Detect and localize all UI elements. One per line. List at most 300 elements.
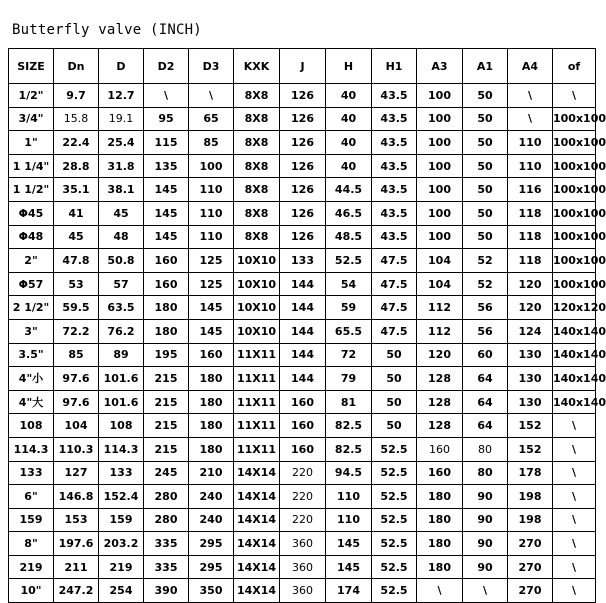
table-cell: 215 bbox=[144, 437, 189, 461]
size-cell: 1/2" bbox=[9, 84, 54, 108]
size-cell: 2" bbox=[9, 249, 54, 273]
table-cell: 152.4 bbox=[99, 485, 144, 509]
table-cell: 245 bbox=[144, 461, 189, 485]
table-cell: 14X14 bbox=[234, 555, 280, 579]
table-cell: 180 bbox=[189, 437, 234, 461]
table-row bbox=[9, 107, 596, 131]
table-cell: 52.5 bbox=[372, 437, 417, 461]
table-cell: 180 bbox=[189, 390, 234, 414]
table-cell: 90 bbox=[463, 485, 508, 509]
table-cell: \ bbox=[553, 461, 596, 485]
table-cell: 295 bbox=[189, 532, 234, 556]
table-cell: 104 bbox=[417, 249, 463, 273]
table-cell: 104 bbox=[417, 272, 463, 296]
table-row bbox=[9, 343, 596, 367]
table-cell: 120 bbox=[508, 296, 553, 320]
table-cell: 100 bbox=[417, 131, 463, 155]
size-cell: 159 bbox=[9, 508, 54, 532]
table-row bbox=[9, 319, 596, 343]
table-cell: 118 bbox=[508, 249, 553, 273]
table-cell: 254 bbox=[99, 579, 144, 603]
table-cell: 54 bbox=[326, 272, 372, 296]
table-cell: 46.5 bbox=[326, 201, 372, 225]
table-cell: 89 bbox=[99, 343, 144, 367]
table-cell: 85 bbox=[189, 131, 234, 155]
table-cell: 65.5 bbox=[326, 319, 372, 343]
table-cell: 31.8 bbox=[99, 154, 144, 178]
table-cell: 126 bbox=[280, 84, 326, 108]
table-cell: 195 bbox=[144, 343, 189, 367]
column-header: KXK bbox=[234, 49, 280, 84]
table-cell: 110 bbox=[189, 178, 234, 202]
table-cell: 64 bbox=[463, 414, 508, 438]
table-cell: 14X14 bbox=[234, 485, 280, 509]
table-cell: 82.5 bbox=[326, 437, 372, 461]
column-header: A3 bbox=[417, 49, 463, 84]
table-cell: 197.6 bbox=[54, 532, 99, 556]
table-cell: 144 bbox=[280, 319, 326, 343]
table-cell: 104 bbox=[54, 414, 99, 438]
column-header: D2 bbox=[144, 49, 189, 84]
table-cell: 360 bbox=[280, 532, 326, 556]
table-cell: 101.6 bbox=[99, 390, 144, 414]
table-cell: 45 bbox=[54, 225, 99, 249]
table-cell: 63.5 bbox=[99, 296, 144, 320]
table-cell: 118 bbox=[508, 225, 553, 249]
table-cell: 160 bbox=[144, 249, 189, 273]
table-cell: 101.6 bbox=[99, 367, 144, 391]
table-cell: 40 bbox=[326, 84, 372, 108]
table-cell: \ bbox=[553, 414, 596, 438]
size-cell: 1 1/4" bbox=[9, 154, 54, 178]
table-cell: 126 bbox=[280, 131, 326, 155]
table-cell: 14X14 bbox=[234, 579, 280, 603]
table-row bbox=[9, 178, 596, 202]
table-cell: 80 bbox=[463, 437, 508, 461]
table-cell: 270 bbox=[508, 579, 553, 603]
table-cell: 43.5 bbox=[372, 107, 417, 131]
table-cell: 15.8 bbox=[54, 107, 99, 131]
table-cell: 211 bbox=[54, 555, 99, 579]
table-cell: 50 bbox=[463, 201, 508, 225]
table-cell: 140x140 bbox=[553, 319, 596, 343]
table-row bbox=[9, 390, 596, 414]
table-cell: 120x120 bbox=[553, 296, 596, 320]
table-cell: 14X14 bbox=[234, 461, 280, 485]
table-cell: 160 bbox=[280, 390, 326, 414]
table-cell: 52.5 bbox=[372, 485, 417, 509]
table-cell: 144 bbox=[280, 367, 326, 391]
table-cell: 43.5 bbox=[372, 225, 417, 249]
table-cell: 79 bbox=[326, 367, 372, 391]
table-cell: 100x100 bbox=[553, 154, 596, 178]
table-cell: 48.5 bbox=[326, 225, 372, 249]
table-cell: 85 bbox=[54, 343, 99, 367]
table-cell: 110 bbox=[189, 201, 234, 225]
table-row bbox=[9, 367, 596, 391]
table-cell: 127 bbox=[54, 461, 99, 485]
size-cell: 1" bbox=[9, 131, 54, 155]
table-cell: 360 bbox=[280, 579, 326, 603]
table-cell: 100x100 bbox=[553, 272, 596, 296]
table-cell: \ bbox=[553, 508, 596, 532]
size-cell: 133 bbox=[9, 461, 54, 485]
table-cell: 52 bbox=[463, 249, 508, 273]
column-header: H1 bbox=[372, 49, 417, 84]
table-cell: 335 bbox=[144, 532, 189, 556]
table-cell: 38.1 bbox=[99, 178, 144, 202]
table-cell: 48 bbox=[99, 225, 144, 249]
table-cell: 43.5 bbox=[372, 154, 417, 178]
table-cell: 11X11 bbox=[234, 437, 280, 461]
table-cell: 52.5 bbox=[372, 532, 417, 556]
table-cell: 145 bbox=[144, 225, 189, 249]
table-cell: 126 bbox=[280, 178, 326, 202]
table-cell: 220 bbox=[280, 461, 326, 485]
table-row bbox=[9, 579, 596, 603]
table-cell: 219 bbox=[99, 555, 144, 579]
header-row bbox=[9, 49, 596, 84]
table-cell: 64 bbox=[463, 390, 508, 414]
table-cell: 80 bbox=[463, 461, 508, 485]
table-cell: 100 bbox=[417, 201, 463, 225]
table-cell: 100x100 bbox=[553, 107, 596, 131]
table-cell: 100x100 bbox=[553, 249, 596, 273]
table-cell: 110 bbox=[508, 154, 553, 178]
table-cell: 160 bbox=[417, 437, 463, 461]
table-cell: 82.5 bbox=[326, 414, 372, 438]
table-cell: 114.3 bbox=[99, 437, 144, 461]
table-cell: 144 bbox=[280, 296, 326, 320]
table-cell: 97.6 bbox=[54, 367, 99, 391]
specification-table bbox=[8, 48, 606, 603]
table-cell: 22.4 bbox=[54, 131, 99, 155]
table-cell: 215 bbox=[144, 367, 189, 391]
table-cell: \ bbox=[417, 579, 463, 603]
table-cell: 180 bbox=[144, 319, 189, 343]
table-cell: 160 bbox=[280, 437, 326, 461]
table-cell: 126 bbox=[280, 201, 326, 225]
table-cell: 125 bbox=[189, 249, 234, 273]
table-cell: 145 bbox=[326, 555, 372, 579]
table-cell: 100x100 bbox=[553, 201, 596, 225]
table-cell: 135 bbox=[144, 154, 189, 178]
column-header: J bbox=[280, 49, 326, 84]
table-cell: 81 bbox=[326, 390, 372, 414]
table-row bbox=[9, 414, 596, 438]
table-cell: 124 bbox=[508, 319, 553, 343]
table-cell: 145 bbox=[144, 178, 189, 202]
table-cell: 270 bbox=[508, 555, 553, 579]
table-cell: 180 bbox=[144, 296, 189, 320]
table-cell: 72 bbox=[326, 343, 372, 367]
table-cell: 360 bbox=[280, 555, 326, 579]
table-row bbox=[9, 508, 596, 532]
table-cell: 133 bbox=[280, 249, 326, 273]
table-cell: 100 bbox=[189, 154, 234, 178]
table-cell: 52.5 bbox=[326, 249, 372, 273]
table-cell: 50 bbox=[463, 154, 508, 178]
table-cell: \ bbox=[553, 437, 596, 461]
table-cell: 220 bbox=[280, 508, 326, 532]
table-cell: 50 bbox=[372, 390, 417, 414]
table-cell: \ bbox=[553, 579, 596, 603]
table-cell: 100x100 bbox=[553, 178, 596, 202]
table-cell: 110.3 bbox=[54, 437, 99, 461]
table-cell: 43.5 bbox=[372, 131, 417, 155]
size-cell: Φ45 bbox=[9, 201, 54, 225]
table-cell: \ bbox=[553, 84, 596, 108]
table-cell: 50 bbox=[463, 107, 508, 131]
table-cell: 50 bbox=[463, 84, 508, 108]
table-cell: \ bbox=[508, 107, 553, 131]
size-cell: Φ48 bbox=[9, 225, 54, 249]
table-cell: 130 bbox=[508, 367, 553, 391]
table-cell: 76.2 bbox=[99, 319, 144, 343]
table-cell: 45 bbox=[99, 201, 144, 225]
table-row bbox=[9, 84, 596, 108]
table-cell: 41 bbox=[54, 201, 99, 225]
table-cell: 40 bbox=[326, 154, 372, 178]
table-cell: 110 bbox=[326, 508, 372, 532]
table-cell: 10X10 bbox=[234, 296, 280, 320]
table-cell: 180 bbox=[417, 532, 463, 556]
table-cell: 118 bbox=[508, 201, 553, 225]
table-cell: 8X8 bbox=[234, 225, 280, 249]
table-cell: 35.1 bbox=[54, 178, 99, 202]
table-cell: 112 bbox=[417, 319, 463, 343]
table-cell: 160 bbox=[280, 414, 326, 438]
table-cell: 47.5 bbox=[372, 249, 417, 273]
size-cell: 3.5" bbox=[9, 343, 54, 367]
size-cell: 108 bbox=[9, 414, 54, 438]
table-cell: 145 bbox=[144, 201, 189, 225]
table-cell: 108 bbox=[99, 414, 144, 438]
table-cell: 50 bbox=[463, 131, 508, 155]
table-cell: 128 bbox=[417, 414, 463, 438]
size-cell: 6" bbox=[9, 485, 54, 509]
table-cell: 8X8 bbox=[234, 84, 280, 108]
column-header: H bbox=[326, 49, 372, 84]
table-cell: 8X8 bbox=[234, 154, 280, 178]
table-cell: 112 bbox=[417, 296, 463, 320]
table-cell: 126 bbox=[280, 154, 326, 178]
table-cell: \ bbox=[463, 579, 508, 603]
table-cell: 43.5 bbox=[372, 178, 417, 202]
table-cell: 11X11 bbox=[234, 414, 280, 438]
table-cell: 52.5 bbox=[372, 508, 417, 532]
table-cell: 10X10 bbox=[234, 319, 280, 343]
table-cell: 100 bbox=[417, 178, 463, 202]
table-row bbox=[9, 485, 596, 509]
size-cell: 4"小 bbox=[9, 367, 54, 391]
table-cell: 40 bbox=[326, 131, 372, 155]
table-cell: 350 bbox=[189, 579, 234, 603]
table-cell: 153 bbox=[54, 508, 99, 532]
table-cell: 240 bbox=[189, 508, 234, 532]
table-cell: 210 bbox=[189, 461, 234, 485]
size-cell: 3/4" bbox=[9, 107, 54, 131]
table-cell: 180 bbox=[189, 414, 234, 438]
table-cell: 95 bbox=[144, 107, 189, 131]
table-row bbox=[9, 201, 596, 225]
table-cell: 19.1 bbox=[99, 107, 144, 131]
table-cell: 56 bbox=[463, 319, 508, 343]
table-cell: 65 bbox=[189, 107, 234, 131]
table-cell: 145 bbox=[189, 319, 234, 343]
table-cell: 146.8 bbox=[54, 485, 99, 509]
table-cell: \ bbox=[189, 84, 234, 108]
column-header: Dn bbox=[54, 49, 99, 84]
table-cell: 215 bbox=[144, 390, 189, 414]
table-cell: 56 bbox=[463, 296, 508, 320]
table-cell: 8X8 bbox=[234, 201, 280, 225]
table-cell: 11X11 bbox=[234, 367, 280, 391]
table-cell: 140x140 bbox=[553, 343, 596, 367]
table-cell: \ bbox=[508, 84, 553, 108]
table-cell: 220 bbox=[280, 485, 326, 509]
table-cell: 100x100 bbox=[553, 225, 596, 249]
table-cell: 47.5 bbox=[372, 272, 417, 296]
table-cell: 59.5 bbox=[54, 296, 99, 320]
table-cell: 100 bbox=[417, 107, 463, 131]
table-row bbox=[9, 532, 596, 556]
table-cell: 90 bbox=[463, 508, 508, 532]
table-cell: 90 bbox=[463, 555, 508, 579]
size-cell: 114.3 bbox=[9, 437, 54, 461]
table-cell: 12.7 bbox=[99, 84, 144, 108]
table-body bbox=[9, 84, 606, 603]
table-cell: 140x140 bbox=[553, 390, 596, 414]
table-cell: 60 bbox=[463, 343, 508, 367]
table-cell: 10X10 bbox=[234, 249, 280, 273]
table-cell: 59 bbox=[326, 296, 372, 320]
table-cell: 335 bbox=[144, 555, 189, 579]
table-cell: 145 bbox=[326, 532, 372, 556]
table-cell: 160 bbox=[144, 272, 189, 296]
table-cell: 215 bbox=[144, 414, 189, 438]
table-cell: 130 bbox=[508, 343, 553, 367]
table-cell: 14X14 bbox=[234, 532, 280, 556]
table-cell: 116 bbox=[508, 178, 553, 202]
size-cell: Φ57 bbox=[9, 272, 54, 296]
table-cell: 180 bbox=[417, 555, 463, 579]
table-cell: \ bbox=[553, 485, 596, 509]
table-cell: 52.5 bbox=[372, 461, 417, 485]
table-cell: 52.5 bbox=[372, 579, 417, 603]
table-cell: \ bbox=[553, 532, 596, 556]
table-cell: 50 bbox=[463, 225, 508, 249]
table-cell: 140x140 bbox=[553, 367, 596, 391]
table-cell: 270 bbox=[508, 532, 553, 556]
table-cell: 178 bbox=[508, 461, 553, 485]
table-cell: 100 bbox=[417, 154, 463, 178]
document-title: Butterfly valve (INCH) bbox=[12, 22, 202, 38]
table-cell: 50.8 bbox=[99, 249, 144, 273]
table-cell: 240 bbox=[189, 485, 234, 509]
table-cell: 50 bbox=[372, 414, 417, 438]
column-header: A4 bbox=[508, 49, 553, 84]
table-cell: 160 bbox=[189, 343, 234, 367]
table-cell: 53 bbox=[54, 272, 99, 296]
table-row bbox=[9, 249, 596, 273]
table-cell: 180 bbox=[417, 508, 463, 532]
table-cell: 125 bbox=[189, 272, 234, 296]
table-cell: 47.5 bbox=[372, 296, 417, 320]
table-cell: 50 bbox=[372, 343, 417, 367]
table-cell: 110 bbox=[326, 485, 372, 509]
table-cell: 295 bbox=[189, 555, 234, 579]
table-row bbox=[9, 461, 596, 485]
table-cell: 280 bbox=[144, 485, 189, 509]
table-cell: 198 bbox=[508, 485, 553, 509]
table-cell: 8X8 bbox=[234, 131, 280, 155]
table-cell: 100x100 bbox=[553, 131, 596, 155]
table-cell: 110 bbox=[189, 225, 234, 249]
table-cell: 11X11 bbox=[234, 390, 280, 414]
table-cell: 28.8 bbox=[54, 154, 99, 178]
table-cell: 180 bbox=[189, 367, 234, 391]
column-header: A1 bbox=[463, 49, 508, 84]
table-cell: 64 bbox=[463, 367, 508, 391]
size-cell: 3" bbox=[9, 319, 54, 343]
table-row bbox=[9, 296, 596, 320]
table-cell: 128 bbox=[417, 390, 463, 414]
size-cell: 219 bbox=[9, 555, 54, 579]
table-cell: 8X8 bbox=[234, 107, 280, 131]
table-cell: 198 bbox=[508, 508, 553, 532]
table-cell: 120 bbox=[508, 272, 553, 296]
table-cell: 100 bbox=[417, 225, 463, 249]
table-cell: 57 bbox=[99, 272, 144, 296]
table-cell: 50 bbox=[372, 367, 417, 391]
table-cell: 145 bbox=[189, 296, 234, 320]
table-cell: 115 bbox=[144, 131, 189, 155]
column-header: of bbox=[553, 49, 596, 84]
table-cell: 50 bbox=[463, 178, 508, 202]
table-cell: 159 bbox=[99, 508, 144, 532]
table-cell: 47.8 bbox=[54, 249, 99, 273]
table-cell: 40 bbox=[326, 107, 372, 131]
table-row bbox=[9, 225, 596, 249]
table-cell: 152 bbox=[508, 437, 553, 461]
table-cell: 43.5 bbox=[372, 84, 417, 108]
table-cell: 203.2 bbox=[99, 532, 144, 556]
table-cell: 144 bbox=[280, 343, 326, 367]
column-header: D3 bbox=[189, 49, 234, 84]
table-cell: 14X14 bbox=[234, 508, 280, 532]
table-cell: 43.5 bbox=[372, 201, 417, 225]
table-row bbox=[9, 131, 596, 155]
size-cell: 4"大 bbox=[9, 390, 54, 414]
table-cell: 110 bbox=[508, 131, 553, 155]
table-cell: 9.7 bbox=[54, 84, 99, 108]
table-cell: 390 bbox=[144, 579, 189, 603]
column-header: D bbox=[99, 49, 144, 84]
table-row bbox=[9, 272, 596, 296]
table-cell: 94.5 bbox=[326, 461, 372, 485]
size-cell: 10" bbox=[9, 579, 54, 603]
table-cell: \ bbox=[144, 84, 189, 108]
table-cell: 47.5 bbox=[372, 319, 417, 343]
table-row bbox=[9, 154, 596, 178]
table-cell: 180 bbox=[417, 485, 463, 509]
table-row bbox=[9, 437, 596, 461]
table-cell: 52.5 bbox=[372, 555, 417, 579]
table-cell: 10X10 bbox=[234, 272, 280, 296]
size-cell: 2 1/2" bbox=[9, 296, 54, 320]
table-cell: 52 bbox=[463, 272, 508, 296]
